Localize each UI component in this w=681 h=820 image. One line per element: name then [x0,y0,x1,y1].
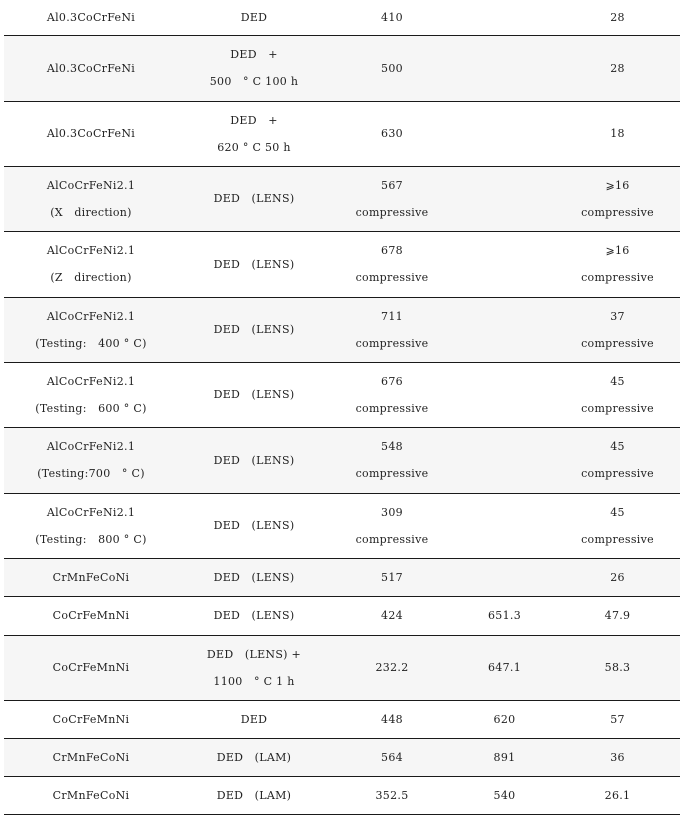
process-cell [178,362,330,427]
elongation-cell [555,700,680,738]
elongation-cell-text: 45 [610,505,625,519]
process-cell [178,35,330,101]
elongation-cell-text: 28 [610,61,625,75]
yield-strength-cell-text: compressive [355,532,429,546]
process-cell-text: 500 ° C 100 h [209,75,299,88]
tensile-strength-cell-text: 540 [493,788,516,802]
yield-strength-cell [330,558,454,596]
alloy-cell-text: (Testing: 600 ° C) [35,401,147,415]
process-cell-text: DED (LAM) [216,788,292,802]
alloy-cell [4,362,178,427]
yield-strength-cell-text: 676 [381,374,403,388]
tensile-strength-cell [454,738,555,776]
elongation-cell [555,101,680,166]
process-cell [178,493,330,558]
elongation-cell [555,493,680,558]
elongation-cell [555,0,680,35]
process-cell-text: DED (LENS) [213,453,295,467]
alloy-cell-text: AlCoCrFeNi2.1 [46,244,136,257]
process-cell [178,231,330,297]
elongation-cell-text: 26 [610,570,625,584]
alloy-cell-text: (Testing: 400 ° C) [35,336,147,350]
process-cell-text: DED (LENS) [213,323,295,336]
yield-strength-cell-text: 548 [381,440,403,453]
process-cell [178,166,330,231]
table-row [4,35,680,101]
yield-strength-cell [330,231,454,297]
alloy-cell-text: CrMnFeCoNi [52,750,130,764]
process-cell [178,776,330,814]
alloy-cell-text: AlCoCrFeNi2.1 [46,178,136,192]
elongation-cell-text: 37 [610,309,625,323]
yield-strength-cell [330,0,454,35]
yield-strength-cell-text: 309 [381,505,403,519]
yield-strength-cell-text: compressive [355,467,429,480]
elongation-cell-text: compressive [581,532,654,546]
properties-table [4,0,680,815]
tensile-strength-cell [454,596,555,635]
alloy-cell-text: (Testing:700 ° C) [37,467,145,480]
elongation-cell-text: compressive [581,401,654,415]
yield-strength-cell-text: 564 [381,750,403,764]
yield-strength-cell [330,493,454,558]
alloy-cell-text: CrMnFeCoNi [52,570,130,584]
process-cell-text: DED [240,10,268,24]
yield-strength-cell [330,35,454,101]
yield-strength-cell [330,362,454,427]
table-row [4,776,680,814]
table-row [4,362,680,427]
elongation-cell [555,231,680,297]
elongation-cell-text: 28 [610,10,625,24]
yield-strength-cell [330,427,454,493]
tensile-strength-cell [454,166,555,231]
yield-strength-cell-text: 232.2 [375,661,409,674]
alloy-cell [4,738,178,776]
alloy-cell [4,635,178,700]
alloy-cell-text: AlCoCrFeNi2.1 [46,309,136,323]
process-cell-text: 620 ° C 50 h [217,140,291,154]
elongation-cell [555,35,680,101]
alloy-cell-text: Al0.3CoCrFeNi [46,61,136,75]
process-cell-text: DED (LAM) [216,750,292,764]
process-cell-text: DED [240,712,268,726]
alloy-cell [4,297,178,362]
tensile-strength-cell [454,427,555,493]
alloy-cell-text: CoCrFeMnNi [52,661,130,674]
elongation-cell-text: ⩾16 [605,244,630,257]
yield-strength-cell-text: compressive [355,271,429,284]
process-cell-text: DED (LENS) [213,519,295,532]
process-cell-text: DED (LENS) [213,570,295,584]
table-row [4,700,680,738]
elongation-cell [555,427,680,493]
elongation-cell [555,776,680,814]
tensile-strength-cell [454,231,555,297]
table-row [4,493,680,558]
tensile-strength-cell [454,362,555,427]
table-row [4,231,680,297]
yield-strength-cell-text: 567 [381,178,403,192]
elongation-cell-text: 26.1 [604,788,631,802]
tensile-strength-cell [454,493,555,558]
alloy-cell-text: Al0.3CoCrFeNi [46,10,136,24]
process-cell-text: 1100 ° C 1 h [213,674,295,688]
yield-strength-cell-text: compressive [355,336,429,350]
tensile-strength-cell-text: 891 [493,750,516,764]
yield-strength-cell-text: 410 [381,10,403,24]
yield-strength-cell [330,596,454,635]
alloy-cell-text: Al0.3CoCrFeNi [46,127,136,140]
alloy-cell [4,596,178,635]
elongation-cell-text: compressive [581,205,654,219]
table-row [4,297,680,362]
yield-strength-cell-text: 711 [381,309,403,323]
process-cell [178,101,330,166]
elongation-cell [555,166,680,231]
tensile-strength-cell-text: 651.3 [488,609,521,622]
process-cell-text: DED + [230,48,278,61]
alloy-cell-text: (X direction) [50,205,132,219]
yield-strength-cell [330,101,454,166]
table-row [4,738,680,776]
yield-strength-cell [330,738,454,776]
alloy-cell [4,166,178,231]
alloy-cell-text: CoCrFeMnNi [52,712,130,726]
alloy-cell [4,493,178,558]
elongation-cell-text: 57 [610,712,625,726]
tensile-strength-cell [454,101,555,166]
table-row [4,166,680,231]
elongation-cell [555,362,680,427]
elongation-cell-text: 45 [610,374,625,388]
process-cell [178,700,330,738]
tensile-strength-cell-text: 647.1 [488,661,521,674]
tensile-strength-cell [454,0,555,35]
process-cell [178,738,330,776]
process-cell [178,596,330,635]
yield-strength-cell-text: 678 [381,244,403,257]
process-cell-text: DED (LENS) + [206,647,302,661]
alloy-cell [4,35,178,101]
alloy-cell-text: CrMnFeCoNi [52,788,130,802]
elongation-cell-text: ⩾16 [605,178,630,192]
process-cell-text: DED (LENS) [213,257,295,271]
yield-strength-cell-text: compressive [355,401,429,415]
tensile-strength-cell [454,776,555,814]
tensile-strength-cell [454,558,555,596]
alloy-cell-text: AlCoCrFeNi2.1 [46,440,136,453]
yield-strength-cell-text: 630 [381,127,403,140]
table-row [4,558,680,596]
alloy-cell [4,101,178,166]
elongation-cell [555,738,680,776]
table-body [4,0,680,814]
yield-strength-cell [330,635,454,700]
process-cell [178,0,330,35]
yield-strength-cell-text: 448 [381,712,403,726]
process-cell-text: DED (LENS) [213,609,295,622]
process-cell-text: DED (LENS) [213,192,295,205]
table-row [4,596,680,635]
elongation-cell-text: compressive [581,467,654,480]
elongation-cell [555,635,680,700]
elongation-cell [555,297,680,362]
yield-strength-cell [330,297,454,362]
elongation-cell-text: 58.3 [604,661,631,674]
yield-strength-cell-text: 517 [381,570,403,584]
tensile-strength-cell [454,297,555,362]
tensile-strength-cell [454,700,555,738]
yield-strength-cell-text: 352.5 [375,788,409,802]
alloy-cell [4,231,178,297]
yield-strength-cell [330,700,454,738]
table-row [4,635,680,700]
alloy-cell-text: AlCoCrFeNi2.1 [46,374,136,388]
elongation-cell-text: 36 [610,750,625,764]
table-row [4,101,680,166]
elongation-cell-text: 18 [610,127,625,140]
yield-strength-cell [330,776,454,814]
process-cell [178,635,330,700]
process-cell-text: DED (LENS) [213,388,295,401]
elongation-cell-text: compressive [581,336,654,350]
alloy-cell [4,700,178,738]
elongation-cell-text: 45 [610,440,625,453]
alloy-cell-text: AlCoCrFeNi2.1 [46,505,136,519]
elongation-cell-text: compressive [581,271,654,284]
process-cell-text: DED + [230,113,278,127]
tensile-strength-cell [454,35,555,101]
table-row [4,427,680,493]
tensile-strength-cell-text: 620 [493,712,516,726]
alloy-cell-text: (Z direction) [50,271,132,284]
process-cell [178,297,330,362]
process-cell [178,427,330,493]
elongation-cell-text: 47.9 [604,609,631,622]
yield-strength-cell [330,166,454,231]
process-cell [178,558,330,596]
elongation-cell [555,596,680,635]
yield-strength-cell-text: compressive [355,205,429,219]
alloy-cell-text: CoCrFeMnNi [52,609,130,622]
alloy-cell [4,0,178,35]
alloy-cell [4,558,178,596]
yield-strength-cell-text: 424 [381,609,403,622]
table-row [4,0,680,35]
tensile-strength-cell [454,635,555,700]
yield-strength-cell-text: 500 [381,61,403,75]
alloy-cell [4,776,178,814]
elongation-cell [555,558,680,596]
alloy-cell-text: (Testing: 800 ° C) [35,532,147,546]
alloy-cell [4,427,178,493]
